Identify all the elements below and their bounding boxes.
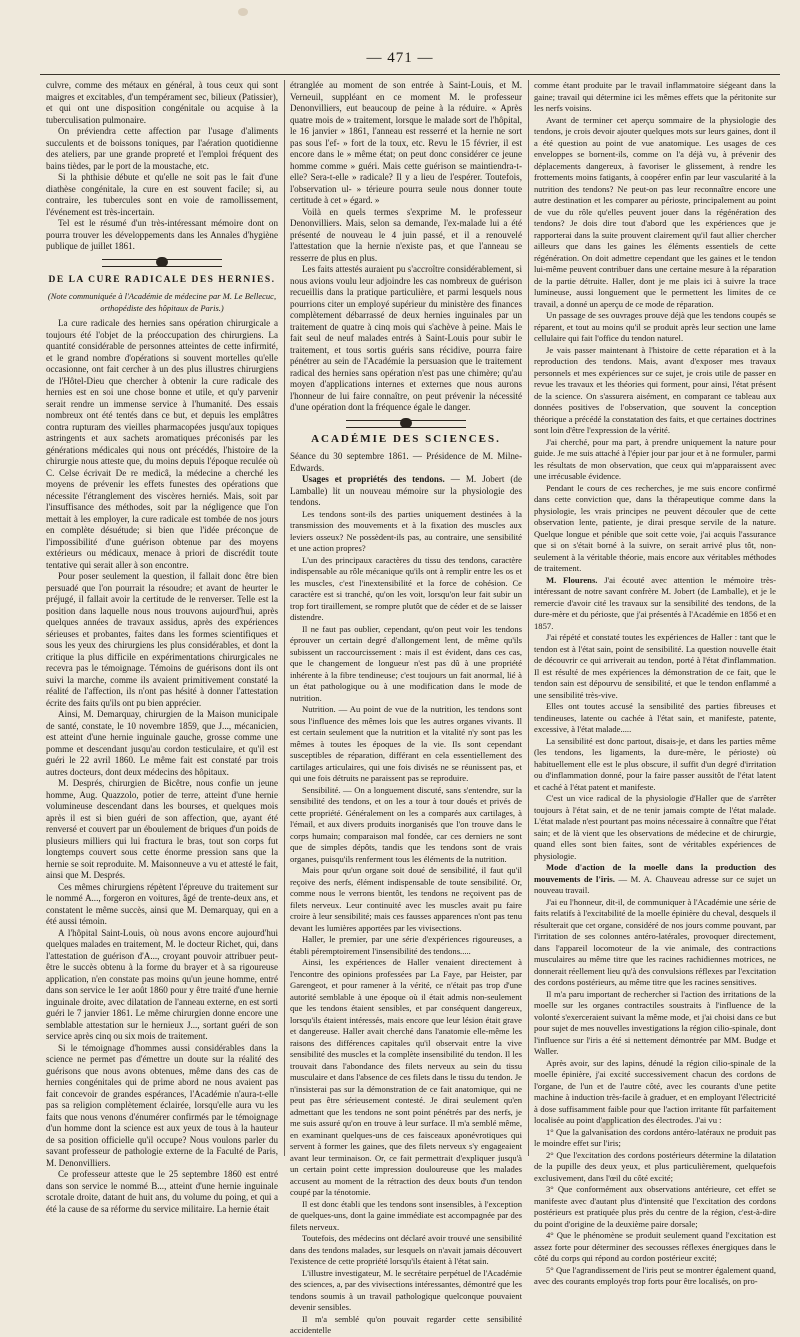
paragraph [534, 862, 776, 897]
paragraph: Mais pour qu'un organe soit doué de sensibilité, il faut qu'il reçoive des nerfs, élément indispensable de toute sensibilité. Or, comme nous le verrons bientôt, les tendons ne reçoivent pas de filets nerveux. Leur continuité avec les muscles avait pu faire croire à leur sensibilité; mais ces fausses apparences n'ont pas tenu devant les lumières apportées par les vivisections. [290, 865, 522, 933]
list-item: 5° Que l'agrandissement de l'iris peut se montrer également quand, avec des courants employés trop forts pour être localisés, on pro- [534, 1264, 776, 1286]
paragraph-text: — M. Jobert (de Lamballe) lit un nouveau mémoire sur la physiologie des tendons. [290, 474, 523, 507]
paragraph: Il ne faut pas oublier, cependant, qu'on peut voir les tendons éprouver un certain degré d'allongement lent, de même qu'ils subissent un raccourcissement : mais il est évident, dans ces cas, que le changement de longueur n'est pas dû à une propriété inhérente à la fibre tendineuse; c'est toujours un fait anormal, lié à un état pathologique ou à une modification dans le mode de nutrition. [290, 623, 522, 703]
subject-lead: Mode d'action de la moelle dans la production des mouvements de l'iris. [534, 862, 776, 884]
list-item: 2° Que l'excitation des cordons postérieurs détermine la dilatation de la pupille des deux yeux, et plus particulièrement, quelquefois exclusivement, dans l'œil du côté excité; [534, 1149, 776, 1183]
paragraph: étranglée au moment de son entrée à Saint-Louis, et M. Verneuil, suppléant en ce moment M. le professeur Denonvilliers, eut beaucoup de peine à la réduire. « Après quatre mois de » traitement, lorsque le malade sort de l'hôpital, le 16 janvier » 1861, l'anneau est resserré et la hernie ne sort pas sous l'ef- » fort de la toux, etc. Revu le 15 février, il est encore dans le » même état; on peut donc considérer ce jeune homme comme » guéri. Mais cette guérison se maintiendra-t-elle? Sera-t-elle » radicale? Il y a lieu de l'espérer. Toutefois, l'observation ul- » térieure pourra seule nous donner toute certitude à cet » égard. » [290, 80, 522, 205]
paragraph [534, 575, 776, 633]
paragraph: L'illustre investigateur, M. le secrétaire perpétuel de l'Académie des sciences, a, par des vivisections intéressantes, démontré que les tendons soumis à un travail pathologique quelconque pouvaient devenir sensibles. [290, 1267, 522, 1312]
paragraph: culvre, comme des métaux en général, à tous ceux qui sont maigres et excitables, d'un tempérament sec, bilieux (Patissier), et qui ont une disposition congénitale ou acquise à la tuberculisation pulmonaire. [46, 80, 278, 125]
speaker-lead: M. Flourens. [546, 574, 598, 585]
paragraph: Elles ont toutes accusé la sensibilité des parties fibreuses et tendineuses, latente ou cachée à l'état sain, et manifeste, patente, excessive, à l'état malade..... [534, 701, 776, 734]
subject-lead: Usages et propriétés des tendons. [302, 474, 445, 484]
paragraph: L'un des principaux caractères du tissu des tendons, caractère indispensable au rôle mécanique qu'ils ont à remplir entre les os et les muscles, c'est l'inextensibilité et la force de cohésion. Ce caractère est si tranché, qu'on les voit, lorsqu'on leur fait subir un trop fort tiraillement, se rompre plutôt que de céder et de se laisser distendre. [290, 554, 522, 622]
paragraph: Ces mêmes chirurgiens répètent l'épreuve du traitement sur le nommé A..., forgeron en voitures, âgé de trente-deux ans, et constatent le même succès, ainsi que M. Demarquay, qui en a été aussi témoin. [46, 881, 278, 926]
paragraph: La cure radicale des hernies sans opération chirurgicale a toujours été l'objet de la préoccupation des chirurgiens. La quantité considérable de personnes atteintes de cette infirmité, et le grand nombre d'opérations si souvent mortelles qu'elle occasionne, ont fait cercher à un des plus illustres chirurgiens de l'Hôtel-Dieu que chercher à obtenir la cure radicale des hernies est en soi une chose bonne et utile, et qu'y parvenir serait rendre un immense service à l'humanité. Des essais nombreux ont été tentés dans ce but, et depuis les emplâtres contra rupturam des vieilles pharmacopées jusqu'aux topiques astringents et aux sachets aromatiques préconisés par les générations médicales qui nous ont précédés, l'histoire de la chirurgie nous atteste que, du moins depuis l'époque reculée où C. Celse écrivait De re medicâ, la médecine a cherché les moyens de prévenir les effets funestes des opérations que nécessite l'étranglement des viscères herniés. Mais, soit par l'insuffisance des méthodes, soit par la négligence que l'on mettait à les employer, la cure radicale est tombée de nos jours en complète désuétude; si bien que l'idée préconçue de l'impossibilité d'une guérison obtenue par des moyens extérieurs ou médicaux, menace à priori de discrédit toute tentative qui serait aller à son encontre. [46, 318, 278, 570]
paragraph: Haller, le premier, par une série d'expériences rigoureuses, a établi péremptoirement l'insensibilité des tendons..... [290, 934, 522, 956]
paragraph: Un passage de ses ouvrages prouve déjà que les tendons coupés se réparent, et tout au moins qu'il se produit après leur section une lame cellulaire qui fait l'office du tendon naturel. [534, 310, 776, 343]
paragraph: Toutefois, des médecins ont déclaré avoir trouvé une sensibilité dans des tendons malades, sur lesquels on n'avait jamais découvert l'existence de cette propriété lorsqu'ils étaient à l'état sain. [290, 1233, 522, 1266]
list-item: 3° Que conformément aux observations antérieure, cet effet se manifeste avec d'autant plus d'intensité que l'excitation des cordons postérieurs est pratiquée plus près du centre de la région, c'est-à-dire du point d'origine de la deuxième paire dorsale; [534, 1184, 776, 1229]
section-ornament [102, 259, 222, 267]
article-heading: DE LA CURE RADICALE DES HERNIES. [48, 274, 276, 285]
paragraph: Après avoir, sur des lapins, dénudé la région cilio-spinale de la moelle épinière, j'ai excité successivement chacun des cordons de l'organe, de l'un et de l'autre côté, avec les courants d'une petite machine à induction très-facile à graduer, et en employant l'électricité à dose suffisamment faible pour que l'action irritante fût parfaitement localisée au point d'application des électrodes. J'ai vu : [534, 1057, 776, 1125]
paragraph: Pendant le cours de ces recherches, je me suis encore confirmé dans cette conviction que, dans la thérapeutique comme dans la physiologie, les vrais principes ne peuvent découler que de cette observation lente, patiente, je dirai presque servile de la nature. Quelque longue et pénible que soit cette voie, j'ai acquis l'assurance que si on s'était borné à la suivre, on serait arrivé plus tôt, non-seulement à la véritable théorie, mais encore aux véritables méthodes de traitement. [534, 482, 776, 573]
paragraph: Ce professeur atteste que le 25 septembre 1860 est entré dans son service le nommé B..., atteint d'une hernie inguinale scrotale droite, datant de huit ans, du volume du poing, et qui a été la cause de sa réforme du service militaire. La hernie était [46, 1169, 278, 1214]
paragraph: Si le témoignage d'hommes aussi considérables dans la science ne permet pas d'émettre un doute sur la réalité des guérisons que nous avons obtenues, même dans des cas de hernies congénitales qui de prime abord ne nous avaient pas fait concevoir de grandes espérances, l'Académie n'aura-t-elle pas sa religion complètement éclairée, lorsqu'elle aura vu les faits que nous venons d'énumérer confirmés par le témoignage d'un homme dont la science est aux yeux de tous à la hauteur de sa position officielle qu'il occupe? Nous voulons parler du savant professeur de pathologie externe de la Faculté de Paris, M. Denonvilliers. [46, 1042, 278, 1168]
paragraph: Sensibilité. — On a longuement discuté, sans s'entendre, sur la sensibilité des tendons, et on les a tour à tour doués et privés de cette propriété. Généralement on les a comparés aux cartilages, à l'émail, et aux divers produits inorganisés que l'on trouve dans le corps humain; comparaison mal fondée, car ces derniers ne sont que de simples dépôts, tandis que les tendons sont de vrais organes, puisqu'ils renferment tous les éléments de la nutrition. [290, 784, 522, 864]
section-heading: ACADÉMIE DES SCIENCES. [311, 432, 501, 445]
paragraph: M. Després, chirurgien de Bicêtre, nous confie un jeune homme, Aug. Quazzolo, potier de terre, atteint d'une hernie volumineuse descendant dans les bourses, et quelques mois après il est si bien guéri de son affection, que, ayant été renversé et couvert par un éboulement de briques d'un poids de plusieurs milliers qui lui fractura le bras, tout son corps fut longtemps couvert sous cette énorme pression sans que la hernie se soit reproduite. M. Maisonneuve a vu et attesté le fait, ainsi que M. Després. [46, 778, 278, 880]
paragraph: comme étant produite par le travail inflammatoire siégeant dans la gaine; travail qui détermine ici les mêmes effets que la péritonite sur les nerfs voisins. [534, 80, 776, 113]
paragraph: Les faits attestés auraient pu s'accroître considérablement, si nous avions voulu leur adjoindre les cas nombreux de guérison recueillis dans la pratique particulière, et parmi lesquels nous pourrions citer un employé supérieur du ministère des finances complètement débarrassé de deux hernies inguinales par un traitement de quatre à cinq mois qui s'achève à peine. Mais le fait seul de neuf malades entrés à Saint-Louis pour subir le traitement, et tous sortis guéris sans récidive, pourra faire pénétrer au sein de l'Académie la persuasion que le traitement radical des hernies sans opération n'est pas une chimère; qu'au moyen d'applications internes et externes que nous aurons l'honneur de lui faire connaître, on peut prévenir la nécessité d'une opération dont la fréquence égale le danger. [290, 264, 522, 412]
paragraph: Si la phthisie débute et qu'elle ne soit pas le fait d'une diathèse congénitale, la cure en est souvent facile; si, au contraire, les tubercules sont en voie de ramollissement, l'événement est très-incertain. [46, 172, 278, 217]
page-number: — 471 — [366, 50, 434, 66]
article-note: (Note communiquée à l'Académie de médecine par M. Le Bellecuc, orthopédiste des hôpitaux de Paris.) [47, 291, 277, 313]
paragraph: A l'hôpital Saint-Louis, où nous avons encore aujourd'hui quelques malades en traitement, M. le docteur Richet, qui, dans l'attestation de guérison d'A..., croyant pouvoir attribuer peut-être le succès obtenu à la forme du brayer et à sa rigoureuse application, n'en constate pas moins qu'un jeune homme, entré dans son service le 1er août 1860 pour y être traité d'une hernie inguinale droite, avec dilatation de l'anneau externe, en est sorti guéri le 7 janvier 1861. Le même chirurgien donne encore une semblable attestation sur le hernieux J..., sortant guéri de son service après cinq ou six mois de traitement. [46, 927, 278, 1041]
top-rule [40, 74, 780, 75]
column-divider [284, 80, 285, 1156]
list-item: 1° Que la galvanisation des cordons antéro-latéraux ne produit pas le moindre effet sur l'iris; [534, 1126, 776, 1148]
column-2 [290, 80, 523, 1335]
paragraph: J'ai cherché, pour ma part, à prendre uniquement la nature pour guide. Je me suis attaché à l'épier jour par jour et à ne formuler, parmi les résultats de mon observation, que ceux qui m'apparaissent avec une irrécusable évidence. [534, 436, 776, 481]
paragraph: Pour poser seulement la question, il fallait donc être bien persuadé que l'on pourrait la résoudre; et avant de heurter le préjugé, il fallait avoir la certitude de le renverser. Telle est la position dans laquelle nous nous trouvons aujourd'hui, après quelques années de travaux assidus, après des expériences sérieuses et probantes, faites dans les formes scientifiques et sous les yeux des chirurgiens les plus considérables, et dont la critique la plus difficile en expérimentations chirurgicales ne recevra pas le témoignage. Témoins de guérisons dont ils ont suivi la marche, comme ils avaient primitivement constaté la réalité de l'affection, ils n'ont pas hésité à donner l'attestation écrite des faits qu'ils ont pu bien apprécier. [46, 571, 278, 708]
paragraph: C'est un vice radical de la physiologie d'Haller que de s'arrêter toujours à l'état sain, et de ne tenir jamais compte de l'état malade. L'état malade n'est pourtant pas moins nécessaire à connaître que l'état sain; et de là vient que les observations de médecine et de chirurgie, quand elles sont bien faites, sont de véritables expériences de physiologie. [534, 793, 776, 861]
paragraph: Il m'a semblé qu'on pouvait regarder cette sensibilité accidentelle [290, 1313, 522, 1335]
paragraph [290, 474, 522, 509]
paragraph: Tel est le résumé d'un très-intéressant mémoire dont on pourra trouver les développements dans les Annales d'hygiène publique de juillet 1861. [46, 218, 278, 251]
paragraph: Les tendons sont-ils des parties uniquement destinées à la transmission des mouvements et à la fixation des muscles aux leviers osseux? Ne possèdent-ils pas, au contraire, une sensibilité et une action propres? [290, 508, 522, 553]
paragraph: Ainsi, les expériences de Haller venaient directement à l'encontre des opinions professées par La Faye, par Heister, par Garengeot, et pour ramener à la vérité, ce n'était pas trop d'une autorité semblable à une époque où il était admis non-seulement que les tendons étaient sensibles, et par conséquent dangereux, lorsqu'ils étaient intéressés, mais encore que leur lésion était grave et dangereuse. Haller avait cherché dans l'anatomie elle-même les raisons des différences capitales qu'il observait entre la vive sensibilité des muscles et la complète insensibilité du tendon. Il les trouvait dans l'abondance des filets nerveux au sein du tissu musculaire et dans l'absence de ces filets dans le tissu du tendon. Je n'insisterai pas sur la démonstration de ce fait anatomique, qui ne peut pas être sérieusement contesté. Je dirai seulement qu'en admettant que les tendons ne sont point pénétrés par des nerfs, je me suis assuré qu'on en trouve à leur surface. Il m'a semblé même, en examinant quelques-uns de ces faisceaux aponévrotiques qui servent à former les gaines, que des filets nerveux s'y engageaient avant leur terminaison. Or, ce fait permettrait d'expliquer jusqu'à un certain point cette impression douloureuse que les malades accusent au moment de la rétraction des deux bouts d'un tendon coupé par la ténotomie. [290, 957, 522, 1197]
session-line: Séance du 30 septembre 1861. — Présidence de M. Milne-Edwards. [290, 451, 522, 473]
paragraph-text: J'ai écouté avec attention le mémoire très-intéressant de notre savant confrère M. Jobert (de Lamballe), et je le remercie d'avoir cité les travaux sur la sensibilité des tendons, de la dure-mère et du périoste, que j'ai présentés à l'Académie en 1856 et en 1857. [534, 574, 776, 631]
paragraph: Voilà en quels termes s'exprime M. le professeur Denonvilliers. Mais, selon sa demande, l'ex-malade lui a été présenté de nouveau le 4 juin passé, et il a renouvelé l'attestation que la hernie n'existe pas, et que l'anneau se resserre de plus en plus. [290, 206, 522, 263]
section-ornament [346, 420, 466, 428]
paragraph: J'ai répété et constaté toutes les expériences de Haller : tant que le tendon est à l'état sain, point de sensibilité. La question nouvelle était de découvrir ce qui arriverait au tendon, porté à l'état d'inflammation. Il est résulté de mes expériences la démonstration de ce fait, que le tendon sain est dépourvu de sensibilité, et que le tendon enflammé a une sensibilité très-vive. [534, 632, 776, 700]
column-divider [528, 80, 529, 1156]
list-item: 4° Que le phénomène se produit seulement quand l'excitation est assez forte pour déterminer des secousses réflexes énergiques dans le côté du corps qui répond au cordon postérieur excité; [534, 1230, 776, 1263]
paragraph: Nutrition. — Au point de vue de la nutrition, les tendons sont sous l'influence des mêmes lois que les autres organes vivants. Il est certain seulement que la nutrition et la vitalité n'y sont pas les mêmes à toutes les époques de la vie. Ils sont cependant susceptibles de réparation, différant en cela essentiellement des cartilages articulaires, qui une fois divisés ne se réunissent pas, et qui une fois détruits ne paraissent pas se reproduire. [290, 704, 522, 783]
column-1 [46, 80, 278, 1214]
paper-stain [600, 1120, 614, 1130]
paragraph: La sensibilité est donc partout, disais-je, et dans les parties même (les tendons, les ligaments, la dure-mère, le périoste) où habituellement elle est le plus obscure, il suffit d'un degré d'irritation ou d'inflammation donné, pour la faire passer aussitôt de l'état latent et caché à l'état patent et manifeste. [534, 735, 776, 792]
paper-stain [238, 8, 248, 16]
paragraph-text: — M. A. Chauveau adresse sur ce sujet un nouveau travail. [534, 873, 776, 895]
paragraph: Il m'a paru important de rechercher si l'action des irritations de la moelle sur les organes contractiles soustraits à l'influence de la volonté s'exerceraient suivant la même mode, et j'ai choisi dans ce but pour sujet de mes nouvelles investigations la région cilio-spinale, dont l'influence sur l'iris a été si nettement démontrée par MM. Budge et Waller. [534, 988, 777, 1056]
paragraph: J'ai eu l'honneur, dit-il, de communiquer à l'Académie une série de faits relatifs à l'excitabilité de la moelle épinière du cheval, desquels il résulterait que cet organe, considéré de nos jours comme pouvant, par l'irritation de ses colonnes antéro-latérales, provoquer directement, dans l'appareil locomoteur de la vie animale, des contractions musculaires au même titre que les racines rachidiennes motrices, ne donnerait réellement lieu qu'à des convulsions réflexes par l'excitation des cordons postérieurs, au même titre que les racines sensitives. [534, 896, 776, 987]
column-3 [534, 80, 777, 1286]
paragraph: Ainsi, M. Demarquay, chirurgien de la Maison municipale de santé, constate, le 10 novembre 1859, que J..., mécanicien, est atteint d'une hernie inguinale gauche, grosse comme une pomme et descendant jusqu'au cordon testiculaire, et qu'il est guéri le 22 avril 1860. Le même fait est constaté par trois autres docteurs, dont deux médecins des hôpitaux. [46, 709, 278, 777]
paragraph: Il est donc établi que les tendons sont insensibles, à l'exception de quelques-uns, dont la gaine immédiate est accompagnée par des filets nerveux. [290, 1198, 522, 1232]
paragraph: On préviendra cette affection par l'usage d'aliments succulents et de boissons toniques, par l'aération quotidienne des ateliers, par une grande propreté et l'emploi fréquent des bains tièdes, par le port de la moustache, etc. [46, 126, 278, 171]
paragraph: Avant de terminer cet aperçu sommaire de la physiologie des tendons, je crois devoir ajouter quelques mots sur leurs gaines, dont il a été question au point de vue anatomique. Les usages de ces enveloppes se bornent-ils, comme on l'a déjà vu, à prévenir des déplacements dangereux, à favoriser le glissement, à rendre les frottements moins fatigants, à coopérer enfin par leur vascularité à la nutrition des tendons? Ne peut-on pas leur reconnaître encore une autre destination et les comparer au périoste, principalement au point de vue du rôle qu'elles peuvent jouer dans la régénération des tendons? Je dois dire tout d'abord que les expériences que je rapporterai dans la suite prouvent clairement qu'il faut allier chercher ailleurs que dans les gaines les éléments essentiels de cette régénération. On doit admettre cependant que les gaines et le tendon lui-même peuvent contribuer dans une certaine mesure à la réparation de la partie détruite. Haller, dont je me plais ici à suivre la trace lumineuse, aussi longuement que le permettent les limites de ce travail, a donné un aperçu de ce mode de réparation. [534, 114, 776, 309]
columns [40, 80, 780, 1335]
paragraph: Je vais passer maintenant à l'histoire de cette réparation et à la reproduction des tendons. Mais, avant d'exposer mes travaux personnels et mes expériences sur ce sujet, je crois utile de passer en revue les travaux et les théories qui forment, pour ainsi, l'état présent de la science. On s'assurera aisément, en comparant ce tableau aux données positives de l'observation, que souvent la conception théorique a précédé la constatation des faits, et que certaines doctrines sont loin d'être l'expression de la vérité. [534, 344, 776, 435]
